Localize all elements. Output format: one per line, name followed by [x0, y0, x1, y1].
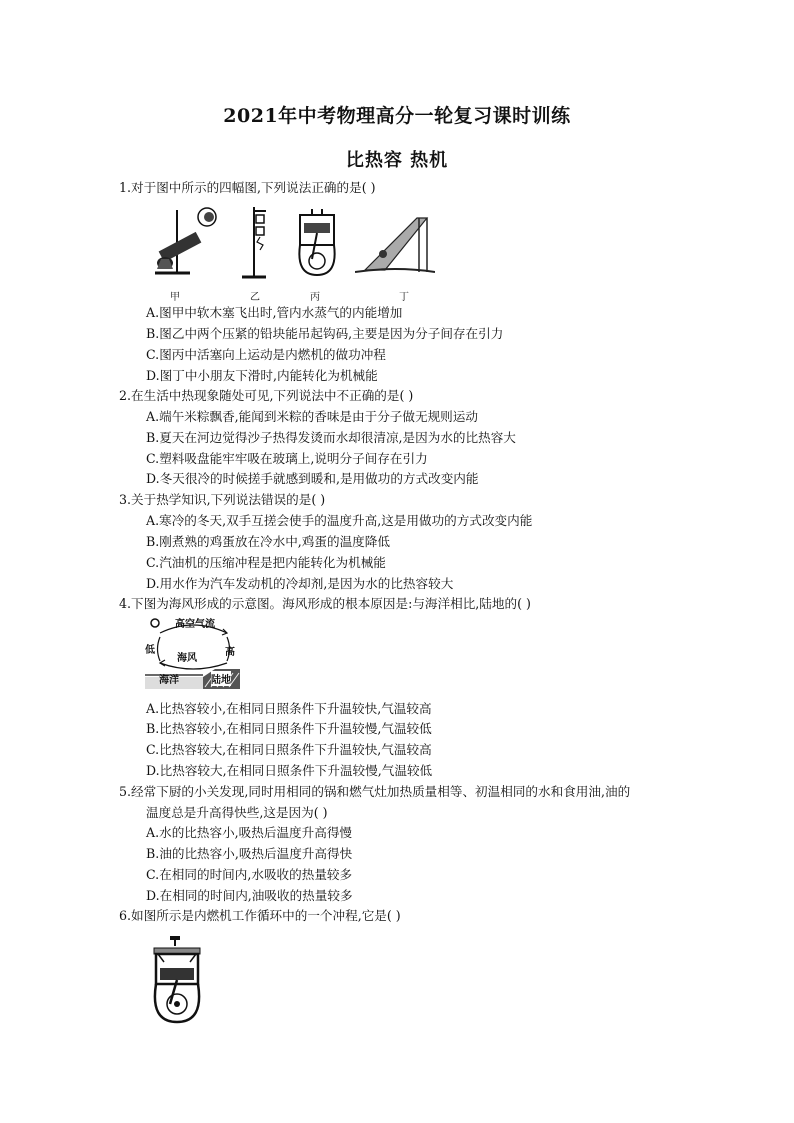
sun-icon [151, 619, 159, 627]
q1-caption-ding: 丁 [399, 292, 409, 303]
sea-breeze-diagram [145, 615, 240, 693]
q1-caption-bing: 丙 [310, 292, 320, 303]
question-2-option-a: A.端午米粽飘香,能闻到米粽的香味是由于分子做无规则运动 [146, 409, 478, 424]
page-subtitle: 比热容 热机 [345, 150, 449, 171]
diagram-label-sea-breeze: 海风 [177, 653, 197, 664]
question-1-stem: 1.对于图中所示的四幅图,下列说法正确的是( ) [119, 180, 376, 195]
question-4-option-d: D.比热容较大,在相同日照条件下升温较慢,气温较低 [146, 763, 433, 778]
question-4-option-c: C.比热容较大,在相同日照条件下升温较快,气温较高 [146, 742, 432, 757]
diagram-label-land: 陆地 [211, 671, 231, 686]
question-2-option-c: C.塑料吸盘能牢牢吸在玻璃上,说明分子间存在引力 [146, 451, 428, 466]
question-5-stem: 5.经常下厨的小关发现,同时用相同的锅和燃气灶加热质量相等、初温相同的水和食用油,油的 [119, 784, 631, 799]
q1-caption-jia: 甲 [170, 292, 180, 303]
q1-figure-jia [145, 205, 230, 280]
engine-stroke-figure [148, 936, 206, 1026]
diagram-label-sea: 海洋 [159, 675, 179, 686]
diagram-label-upper-airflow: 高空气流 [175, 619, 215, 630]
q1-caption-yi: 乙 [250, 292, 260, 303]
question-3-option-a: A.寒冷的冬天,双手互搓会使手的温度升高,这是用做功的方式改变内能 [146, 513, 533, 528]
question-1-option-d: D.图丁中小朋友下滑时,内能转化为机械能 [146, 368, 378, 383]
question-5-stem-cont: 温度总是升高得快些,这是因为( ) [146, 805, 328, 820]
question-1-option-a: A.图甲中软木塞飞出时,管内水蒸气的内能增加 [146, 305, 403, 320]
question-5-option-c: C.在相同的时间内,水吸收的热量较多 [146, 867, 353, 882]
question-2-stem: 2.在生活中热现象随处可见,下列说法中不正确的是( ) [119, 388, 414, 403]
question-4-option-a: A.比热容较小,在相同日照条件下升温较快,气温较高 [146, 701, 432, 716]
question-5-option-b: B.油的比热容小,吸热后温度升高得快 [146, 846, 353, 861]
question-3-option-c: C.汽油机的压缩冲程是把内能转化为机械能 [146, 555, 386, 570]
question-5-option-a: A.水的比热容小,吸热后温度升高得慢 [146, 825, 353, 840]
question-4-option-b: B.比热容较小,在相同日照条件下升温较慢,气温较低 [146, 721, 432, 736]
question-5-option-d: D.在相同的时间内,油吸收的热量较多 [146, 888, 353, 903]
question-1-option-c: C.图丙中活塞向上运动是内燃机的做功冲程 [146, 347, 386, 362]
question-1-option-b: B.图乙中两个压紧的铅块能吊起钩码,主要是因为分子间存在引力 [146, 326, 504, 341]
question-4-stem: 4.下图为海风形成的示意图。海风形成的根本原因是:与海洋相比,陆地的( ) [119, 596, 531, 611]
question-3-option-b: B.刚煮熟的鸡蛋放在冷水中,鸡蛋的温度降低 [146, 534, 390, 549]
diagram-label-low: 低 [145, 645, 155, 656]
q1-figure-ding [355, 210, 435, 278]
page-title: 2021年中考物理高分一轮复习课时训练 [223, 105, 571, 127]
q1-figure-yi [238, 205, 268, 280]
question-3-stem: 3.关于热学知识,下列说法错误的是( ) [119, 492, 326, 507]
question-6-stem: 6.如图所示是内燃机工作循环中的一个冲程,它是( ) [119, 908, 401, 923]
q1-figure-bing [292, 207, 342, 279]
question-2-option-d: D.冬天很冷的时候搓手就感到暖和,是用做功的方式改变内能 [146, 471, 479, 486]
question-2-option-b: B.夏天在河边觉得沙子热得发烫而水却很清凉,是因为水的比热容大 [146, 430, 516, 445]
diagram-label-high: 高 [225, 647, 235, 658]
question-3-option-d: D.用水作为汽车发动机的冷却剂,是因为水的比热容较大 [146, 576, 454, 591]
